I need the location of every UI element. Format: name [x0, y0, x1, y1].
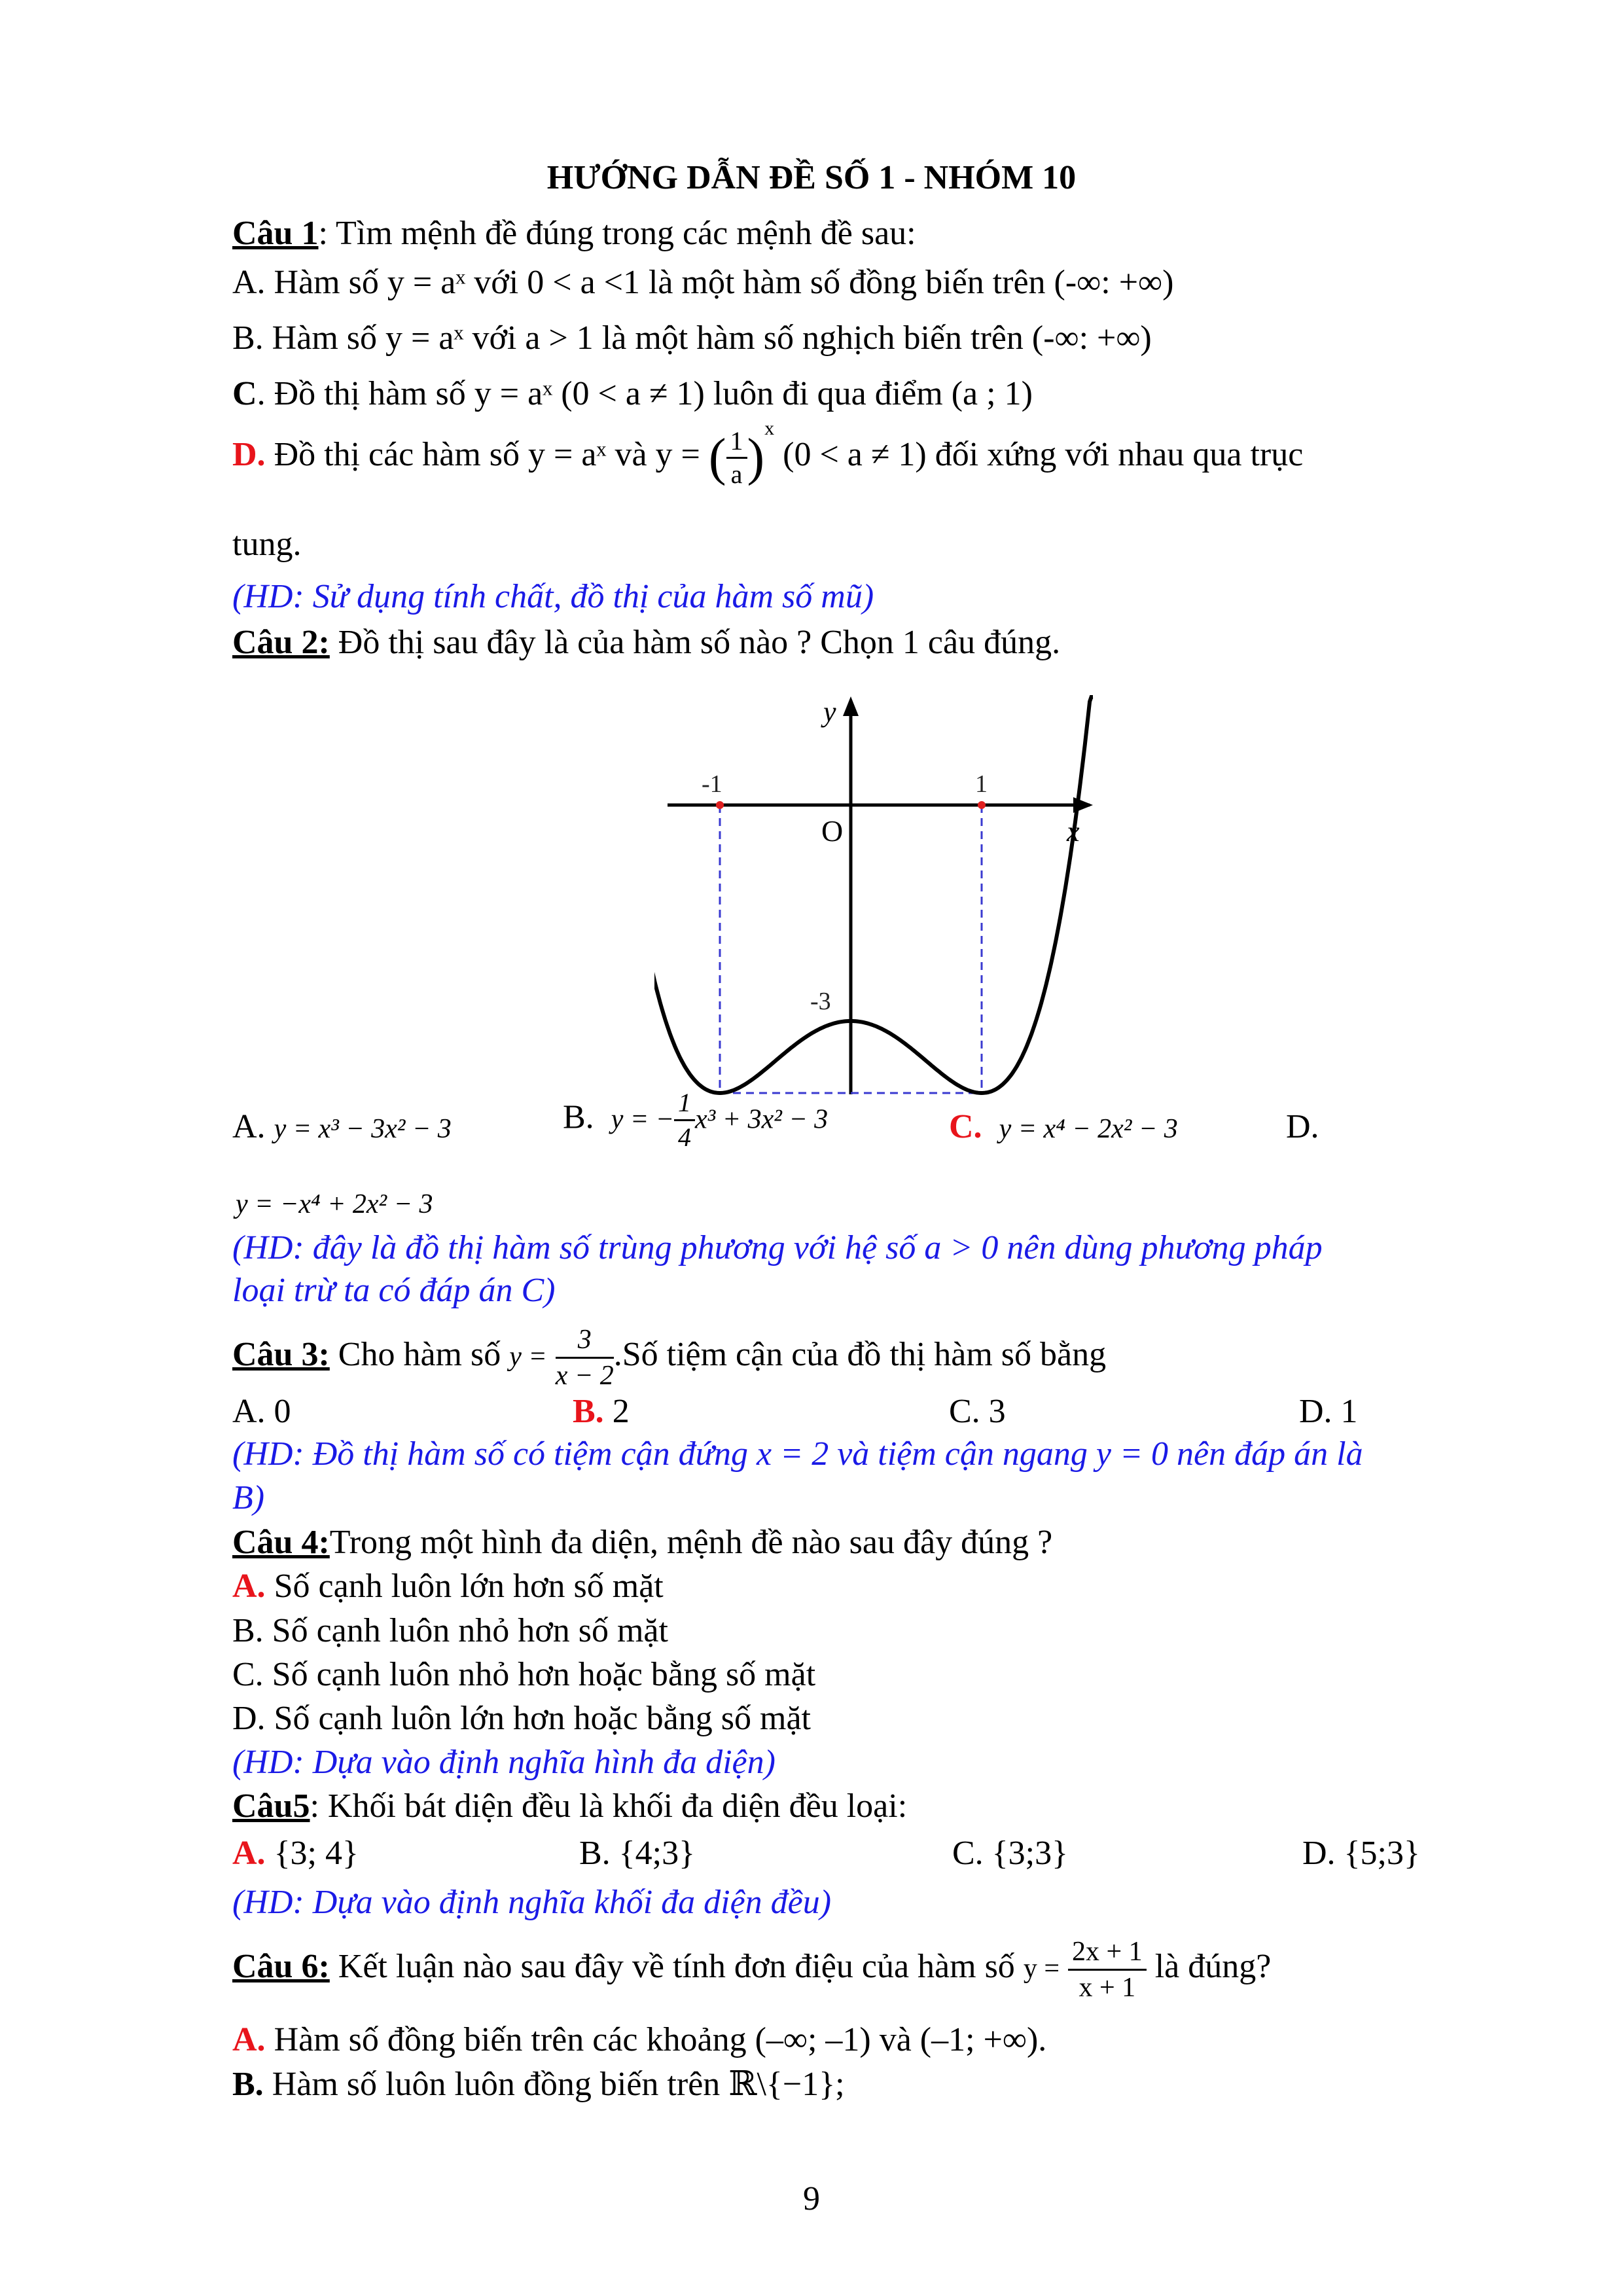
q2-option-d-formula: y = −x⁴ + 2x² − 3: [236, 1189, 433, 1219]
q4-stem: [232, 1522, 1052, 1564]
page-number: 9: [803, 2180, 820, 2217]
q3-frac-num: 3: [556, 1323, 614, 1359]
q4-hint: (HD: Dựa vào định nghĩa hình đa diện): [232, 1744, 776, 1781]
q1-frac-den: a: [730, 459, 743, 489]
y-axis-arrow: [843, 696, 859, 716]
q6-option-b-text: Hàm số luôn luôn đồng biến trên ℝ\{−1};: [263, 2066, 845, 2103]
q3-post: .Số tiệm cận của đồ thị hàm số bằng: [613, 1336, 1107, 1373]
q3-option-c: C. 3: [949, 1393, 1006, 1430]
q2-option-a-letter: A.: [232, 1108, 266, 1145]
q6-option-a: [232, 2019, 1046, 2061]
q2-hint-1: (HD: đây là đồ thị hàm số trùng phương với hệ số a > 0 nên dùng phương pháp: [232, 1229, 1323, 1266]
q1-option-b: B. Hàm số y = aˣ với a > 1 là một hàm số nghịch biến trên (-∞: +∞): [232, 319, 1152, 357]
q2-option-d-letter: D.: [1286, 1108, 1319, 1145]
q6-fraction: [1068, 1935, 1147, 2005]
q6-label: Câu 6:: [232, 1948, 330, 1985]
q5-option-b: B. {4;3}: [579, 1835, 696, 1872]
q2-option-c-formula: y = x⁴ − 2x² − 3: [999, 1114, 1178, 1144]
q6-stem: [232, 1928, 1271, 2008]
q1-option-d-cont: tung.: [232, 526, 302, 563]
q1-option-a: A. Hàm số y = aˣ với 0 < a <1 là một hàm số đồng biến trên (-∞: +∞): [232, 264, 1174, 301]
q2-option-a-formula: y = x³ − 3x² − 3: [274, 1114, 452, 1144]
q6-option-a-letter: A.: [232, 2021, 266, 2058]
q5-stem: [232, 1785, 907, 1827]
point-x-1: [978, 801, 986, 809]
graph-axes: [668, 696, 1093, 1094]
q5-option-d: D. {5;3}: [1302, 1835, 1420, 1872]
q4-option-c: C. Số cạnh luôn nhỏ hơn hoặc bằng số mặt: [232, 1656, 816, 1693]
q4-option-a: [232, 1566, 664, 1607]
q2-option-c-letter: C.: [949, 1108, 982, 1145]
q4-label: Câu 4:: [232, 1524, 330, 1561]
q1-option-c: [232, 373, 1033, 415]
point-x-minus-1: [716, 801, 724, 809]
q1-label: Câu 1: [232, 215, 319, 252]
origin-label: O: [821, 814, 844, 848]
q1-option-d-pre: Đồ thị các hàm số y = aˣ và y =: [265, 436, 709, 473]
y-axis-label: y: [823, 696, 836, 728]
q3-hint-1: (HD: Đồ thị hàm số có tiệm cận đứng x = 2 và tiệm cận ngang y = 0 nên đáp án là: [232, 1435, 1363, 1473]
q6-post: là đúng?: [1146, 1948, 1272, 1985]
q5-text: : Khối bát diện đều là khối đa diện đều loại:: [310, 1787, 908, 1825]
q1-option-d-post: (0 < a ≠ 1) đối xứng với nhau qua trục: [774, 436, 1304, 473]
q1-option-d-letter: D.: [232, 436, 266, 473]
q2-option-b-pre: y = −: [611, 1104, 675, 1135]
q2-option-b-post: x³ + 3x² − 3: [695, 1104, 829, 1135]
q3-hint-2: B): [232, 1479, 265, 1516]
q3-option-d: D. 1: [1299, 1393, 1358, 1430]
q3-fraction: [556, 1323, 614, 1393]
q2-b-den: 4: [678, 1122, 692, 1152]
q2-option-c: [949, 1106, 1178, 1150]
page-title: HƯỚNG DẪN ĐỀ SỐ 1 - NHÓM 10: [546, 159, 1077, 196]
q5-option-a-letter: A.: [232, 1835, 266, 1872]
q5-label: Câu5: [232, 1787, 310, 1825]
q5-option-c: C. {3;3}: [952, 1835, 1069, 1872]
q2-hint-2: loại trừ ta có đáp án C): [232, 1272, 556, 1309]
q1-option-c-text: . Đồ thị hàm số y = aˣ (0 < a ≠ 1) luôn đi qua điểm (a ; 1): [257, 375, 1033, 412]
q1-text: : Tìm mệnh đề đúng trong các mệnh đề sau:: [318, 215, 916, 252]
q2-text: Đồ thị sau đây là của hàm số nào ? Chọn 1 câu đúng.: [329, 624, 1061, 661]
q4-option-b: B. Số cạnh luôn nhỏ hơn số mặt: [232, 1612, 668, 1649]
q3-y: y =: [509, 1342, 547, 1372]
x-axis-label: x: [1067, 816, 1080, 848]
q6-option-b: [232, 2064, 845, 2106]
q3-pre: Cho hàm số: [329, 1336, 510, 1373]
q3-label: Câu 3:: [232, 1336, 330, 1373]
q6-pre: Kết luận nào sau đây về tính đơn điệu của hàm số: [329, 1948, 1024, 1985]
q2-b-num: 1: [674, 1086, 695, 1121]
q5-hint: (HD: Dựa vào định nghĩa khối đa diện đều): [232, 1884, 832, 1921]
q5-option-a: [232, 1833, 359, 1874]
q1-stem: [232, 213, 916, 255]
graph-labels: [702, 696, 1080, 1100]
q3-option-b-letter: B.: [573, 1393, 604, 1430]
q4-option-a-letter: A.: [232, 1568, 266, 1605]
left-paren: (: [708, 429, 726, 487]
q2-option-b-letter: B.: [563, 1098, 594, 1136]
q1-exp: x: [764, 418, 775, 439]
q2-option-b: [563, 1086, 828, 1154]
q5-option-a-text: {3; 4}: [265, 1835, 359, 1872]
tick-label-x-1: 1: [975, 770, 988, 798]
q6-frac-num: 2x + 1: [1068, 1935, 1147, 1971]
q2-option-b-fraction: [674, 1086, 695, 1154]
q1-frac-num: 1: [726, 425, 747, 459]
right-paren: ): [747, 429, 765, 487]
q3-option-b: [573, 1391, 630, 1433]
q3-option-a: A. 0: [232, 1393, 291, 1430]
q2-stem: [232, 622, 1060, 664]
q4-option-a-text: Số cạnh luôn lớn hơn số mặt: [265, 1568, 664, 1605]
q2-option-a: [232, 1106, 452, 1150]
q4-option-d: D. Số cạnh luôn lớn hơn hoặc bằng số mặt: [232, 1700, 811, 1737]
q6-frac-den: x + 1: [1079, 1972, 1136, 2003]
q1-option-d: [232, 419, 1303, 493]
q2-label: Câu 2:: [232, 624, 330, 661]
q1-fraction: [726, 425, 747, 490]
q1-option-c-letter: C: [232, 375, 257, 412]
q4-text: Trong một hình đa diện, mệnh đề nào sau đây đúng ?: [329, 1524, 1053, 1561]
q1-hint: (HD: Sử dụng tính chất, đồ thị của hàm số mũ): [232, 578, 874, 615]
q6-y: y =: [1023, 1954, 1060, 1984]
tick-label-x-minus-1: -1: [702, 770, 722, 798]
q3-frac-den: x − 2: [555, 1360, 614, 1391]
q3-option-b-text: 2: [603, 1393, 630, 1430]
tick-label-y-minus-3: -3: [810, 988, 831, 1015]
q3-stem: [232, 1316, 1106, 1396]
function-graph: [654, 694, 1099, 1100]
q6-option-a-text: Hàm số đồng biến trên các khoảng (–∞; –1) và (–1; +∞).: [265, 2021, 1047, 2058]
q6-option-b-letter: B.: [232, 2066, 264, 2103]
